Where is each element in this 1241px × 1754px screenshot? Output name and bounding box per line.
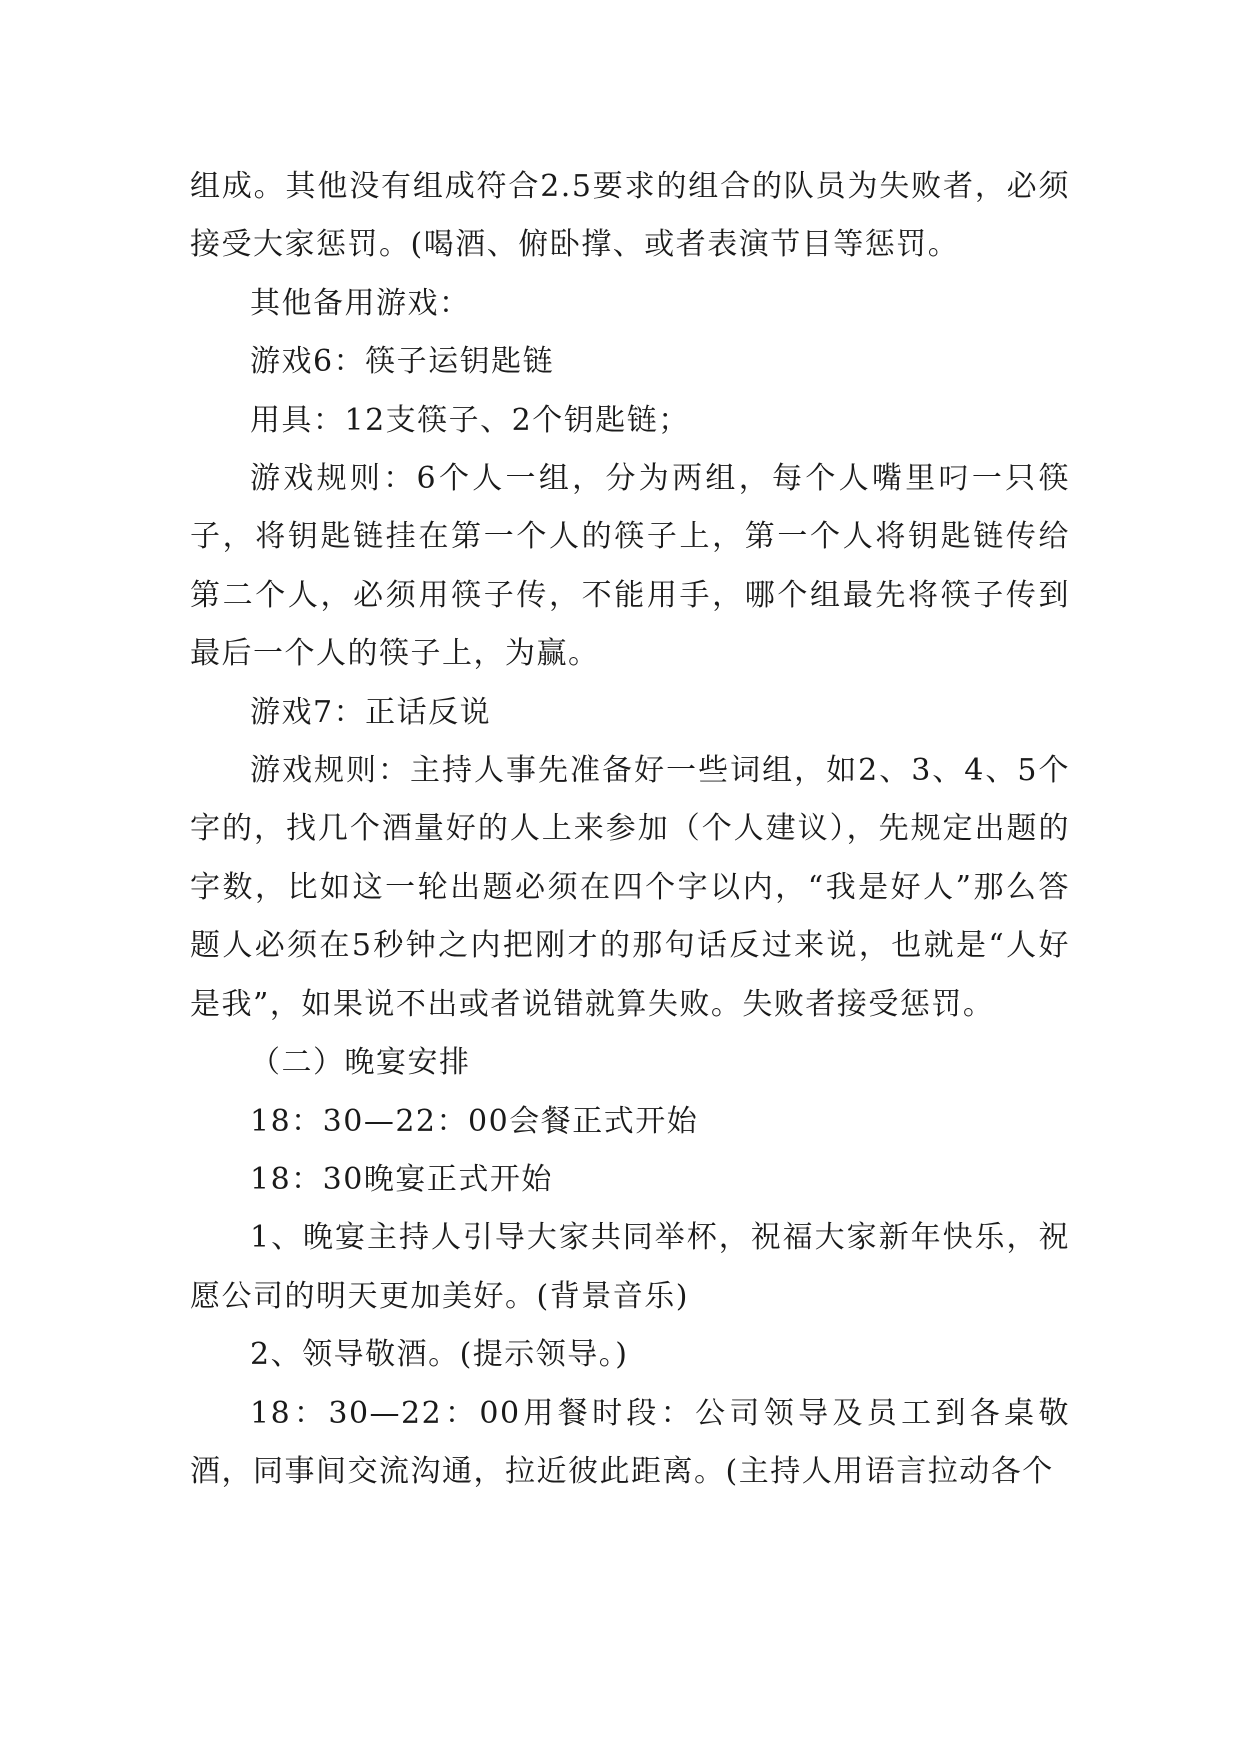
paragraph-dinner-heading: （二）晚宴安排 xyxy=(250,1045,471,1081)
paragraph-game7-rules: 游戏规则：主持人事先准备好一些词组，如2、3、4、5个字的，找几个酒量好的人上来参加（个人建议），先规定出题的字数，比如这一轮出题必须在四个字以内，“我是好人”那么答题人必须在5秒钟之内把刚才的那句话反过来说，也就是“人好是我”，如果说不出或者说错就算失败。失败者接受惩罚。 xyxy=(190,753,1070,1022)
document-page xyxy=(190,158,1070,1501)
paragraph-game6-rules: 游戏规则：6个人一组，分为两组，每个人嘴里叼一只筷子，将钥匙链挂在第一个人的筷子上，第一个人将钥匙链传给第二个人，必须用筷子传，不能用手，哪个组最先将筷子传到最后一个人的筷子上，为赢。 xyxy=(190,461,1070,672)
paragraph-game6-title: 游戏6：筷子运钥匙链 xyxy=(250,344,555,380)
paragraph-penalty: 组成。其他没有组成符合2.5要求的组合的队员为失败者，必须接受大家惩罚。(喝酒、俯卧撑、或者表演节目等惩罚。 xyxy=(190,169,1070,263)
paragraph-leader-toast: 2、领导敬酒。(提示领导。) xyxy=(250,1337,629,1373)
paragraph-game7-title: 游戏7：正话反说 xyxy=(250,694,492,730)
paragraph-dining-period: 18：30—22：00用餐时段：公司领导及员工到各桌敬酒，同事间交流沟通，拉近彼此距离。(主持人用语言拉动各个 xyxy=(190,1395,1070,1489)
paragraph-game6-tools: 用具：12支筷子、2个钥匙链； xyxy=(250,402,690,438)
paragraph-toast: 1、晚宴主持人引导大家共同举杯，祝福大家新年快乐，祝愿公司的明天更加美好。(背景音乐) xyxy=(190,1220,1070,1314)
paragraph-backup-games: 其他备用游戏： xyxy=(250,285,471,321)
paragraph-dinner-time: 18：30—22：00会餐正式开始 xyxy=(250,1103,699,1139)
paragraph-dinner-start: 18：30晚宴正式开始 xyxy=(250,1161,553,1197)
